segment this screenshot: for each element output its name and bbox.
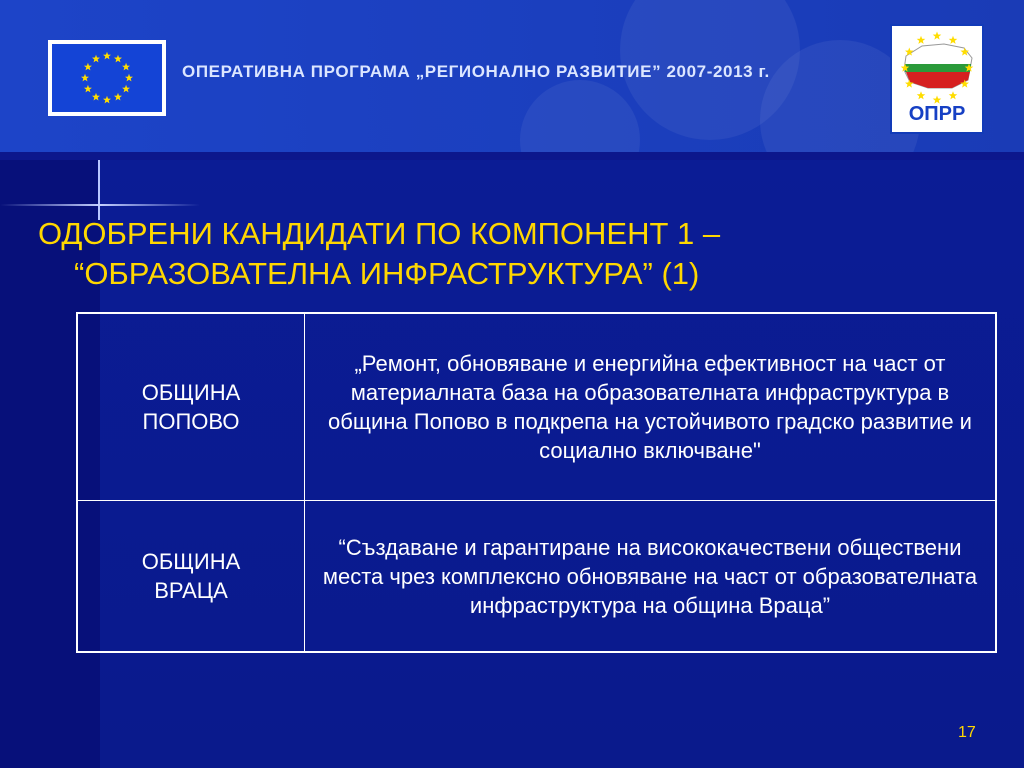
star-icon [92,93,100,101]
municipality-cell [77,501,305,653]
star-icon [114,93,122,101]
decorative-cross-vertical [98,160,100,220]
slide-title-line2: “ОБРАЗОВАТЕЛНА ИНФРАСТРУКТУРА” (1) [74,256,700,291]
star-icon [949,36,958,44]
slide-title-line1: ОДОБРЕНИ КАНДИДАТИ ПО КОМПОНЕНТ 1 – [38,216,721,251]
star-icon [917,36,926,44]
candidates-table [76,312,997,653]
oprr-logo [890,24,984,134]
decorative-cross-horizontal [0,204,200,206]
star-icon [103,96,111,104]
project-cell: “Създаване и гарантиране на висококачествени обществени места чрез комплексно обновяване на част от образователната инфраструктура на община Враца” [305,501,997,653]
bulgaria-map-icon [892,28,982,108]
municipality-label: ОБЩИНА [141,549,241,574]
header-divider [0,152,1024,160]
eu-flag-logo [48,40,166,116]
star-icon [125,74,133,82]
eu-stars-icon [52,44,162,112]
star-icon [84,63,92,71]
header-banner [0,0,1024,152]
oprr-logo-text: ОПРР [908,103,966,125]
table-row [77,313,996,501]
municipality-name: ПОПОВО [142,409,240,434]
program-title: ОПЕРАТИВНА ПРОГРАМА „РЕГИОНАЛНО РАЗВИТИЕ” 2007-2013 г. [182,62,770,81]
star-icon [933,32,942,40]
table-row [77,501,996,653]
puzzle-decoration [520,80,640,152]
star-icon [84,85,92,93]
municipality-label: ОБЩИНА [141,380,241,405]
star-icon [81,74,89,82]
star-icon [114,55,122,63]
star-icon [917,91,926,99]
slide-title [38,214,938,294]
municipality-cell [77,313,305,501]
page-number: 17 [958,724,976,741]
municipality-name: ВРАЦА [154,578,228,603]
star-icon [122,63,130,71]
project-cell: „Ремонт, обновяване и енергийна ефективност на част от материалната база на образователната инфраструктура в община Попово в подкрепа на устойчивото градско развитие и социално включване" [305,313,997,501]
star-icon [103,52,111,60]
star-icon [92,55,100,63]
star-icon [122,85,130,93]
star-icon [949,91,958,99]
